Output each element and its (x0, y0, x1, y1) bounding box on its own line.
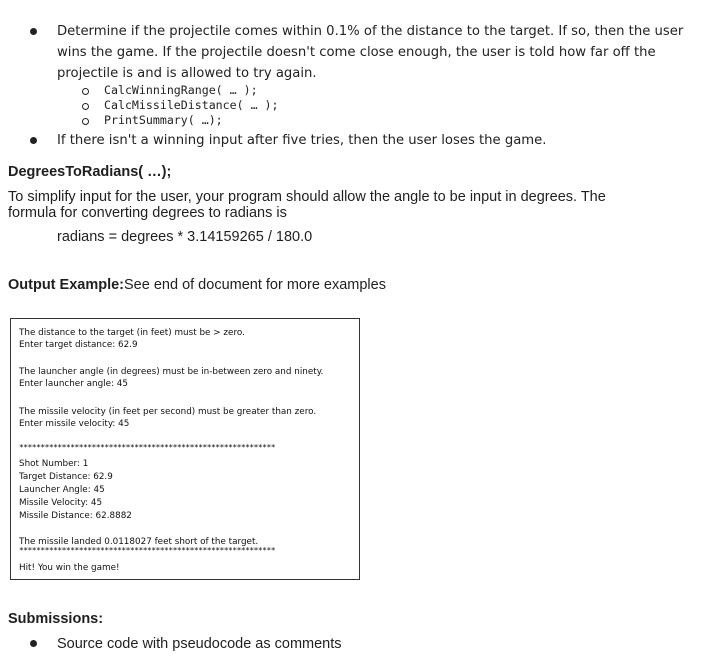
bullet-text-line: projectile is and is allowed to try again. (57, 66, 317, 81)
bullet-text-line: wins the game. If the projectile doesn't come close enough, the user is told how far off the (57, 45, 656, 60)
submissions-heading: Submissions: (8, 611, 104, 627)
submission-item: Source code with pseudocode as comments (57, 636, 342, 652)
output-example-box (10, 318, 360, 580)
output-line: Enter target distance: 62.9 (19, 340, 138, 350)
bullet-icon (30, 137, 37, 144)
sub-item-print-summary: PrintSummary( …); (104, 113, 223, 127)
bullet-text-line: Determine if the projectile comes within 0.1% of the distance to the target. If so, then the user (57, 24, 684, 39)
output-example-note: See end of document for more examples (124, 277, 386, 293)
sub-bullet-icon (82, 118, 89, 125)
degrees-heading: DegreesToRadians( …); (8, 164, 172, 180)
sub-item-calc-missile-distance: CalcMissileDistance( … ); (104, 98, 279, 112)
separator-stars: ************************************************************ (19, 443, 275, 452)
formula: radians = degrees * 3.14159265 / 180.0 (57, 229, 313, 245)
bullet-icon (30, 640, 37, 647)
output-line: Shot Number: 1 (19, 459, 89, 469)
degrees-paragraph-line: To simplify input for the user, your program should allow the angle to be input in degrees. The (8, 189, 606, 205)
output-line: Enter launcher angle: 45 (19, 379, 128, 389)
output-line: Enter missile velocity: 45 (19, 419, 130, 429)
output-line: Target Distance: 62.9 (19, 472, 113, 482)
output-line: The missile velocity (in feet per second) must be greater than zero. (19, 407, 317, 417)
output-line: The missile landed 0.0118027 feet short of the target. (19, 537, 259, 547)
sub-bullet-icon (82, 88, 89, 95)
degrees-paragraph-line: formula for converting degrees to radians is (8, 205, 287, 221)
bullet-icon (30, 28, 37, 35)
sub-item-calc-winning-range: CalcWinningRange( … ); (104, 83, 258, 97)
output-line: The distance to the target (in feet) must be > zero. (19, 328, 245, 338)
output-line: The launcher angle (in degrees) must be in-between zero and ninety. (19, 367, 324, 377)
output-line: Missile Distance: 62.8882 (19, 511, 132, 521)
output-line: Hit! You win the game! (19, 563, 120, 573)
bullet-text-line: If there isn't a winning input after five tries, then the user loses the game. (57, 133, 547, 148)
separator-stars: ************************************************************ (19, 546, 275, 555)
output-example-label: Output Example: (8, 277, 125, 293)
sub-bullet-icon (82, 103, 89, 110)
output-line: Launcher Angle: 45 (19, 485, 105, 495)
output-example-heading (8, 277, 386, 293)
output-line: Missile Velocity: 45 (19, 498, 103, 508)
